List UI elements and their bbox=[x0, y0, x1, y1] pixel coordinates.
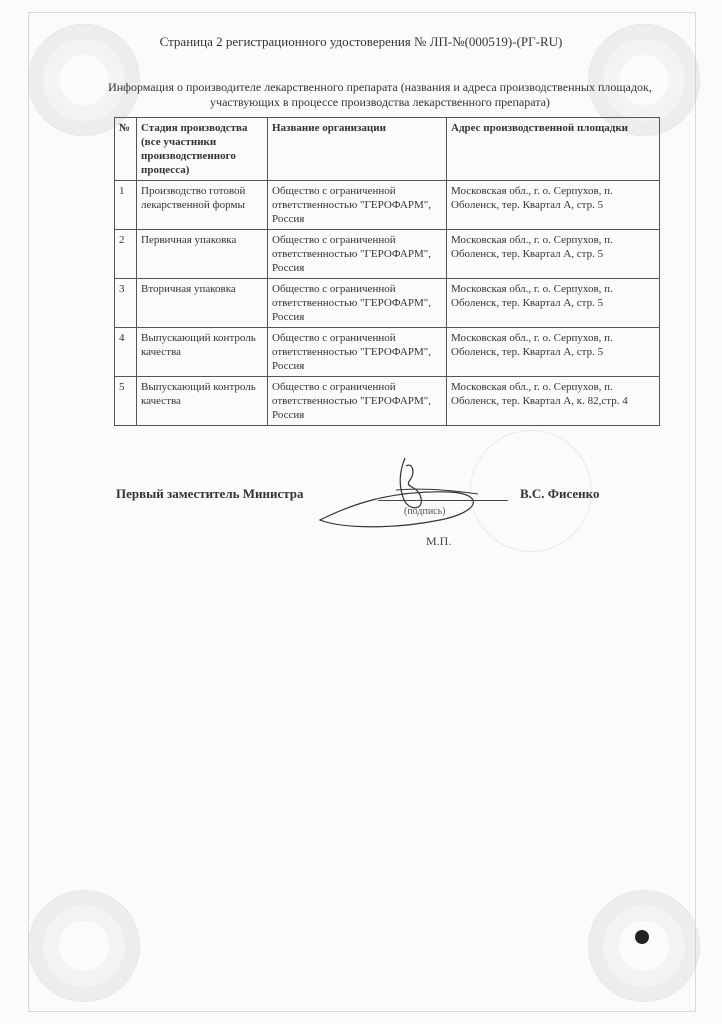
table-header-row bbox=[115, 118, 660, 181]
row-stage: Производство готовой лекарственной формы bbox=[137, 181, 268, 230]
manufacturer-table bbox=[114, 117, 660, 426]
corner-rosette-bottom-right bbox=[588, 890, 700, 1002]
row-stage: Первичная упаковка bbox=[137, 230, 268, 279]
seal-place-label: М.П. bbox=[426, 534, 452, 548]
corner-rosette-bottom-left bbox=[28, 890, 140, 1002]
row-organization: Общество с ограниченной ответственностью "ГЕРОФАРМ", Россия bbox=[268, 279, 447, 328]
signature-block bbox=[116, 486, 616, 556]
table-row bbox=[115, 279, 660, 328]
row-address: Московская обл., г. о. Серпухов, п. Оболенск, тер. Квартал А, стр. 5 bbox=[447, 230, 660, 279]
row-number: 2 bbox=[115, 230, 137, 279]
table-row bbox=[115, 328, 660, 377]
header-number: № bbox=[115, 118, 137, 181]
table-row bbox=[115, 181, 660, 230]
info-caption: Информация о производителе лекарственного препарата (названия и адреса производственных площадок, участвующих в процессе производства лекарственного препарата) bbox=[108, 80, 652, 109]
header-stage: Стадия производства (все участники производственного процесса) bbox=[137, 118, 268, 181]
signature-line bbox=[378, 500, 508, 501]
row-address: Московская обл., г. о. Серпухов, п. Оболенск, тер. Квартал А, стр. 5 bbox=[447, 328, 660, 377]
row-organization: Общество с ограниченной ответственностью "ГЕРОФАРМ", Россия bbox=[268, 377, 447, 426]
row-number: 3 bbox=[115, 279, 137, 328]
signature-caption: (подпись) bbox=[404, 506, 446, 517]
row-stage: Выпускающий контроль качества bbox=[137, 377, 268, 426]
signatory-name: В.С. Фисенко bbox=[520, 486, 600, 501]
row-address: Московская обл., г. о. Серпухов, п. Оболенск, тер. Квартал А, к. 82,стр. 4 bbox=[447, 377, 660, 426]
header-organization: Название организации bbox=[268, 118, 447, 181]
table-row bbox=[115, 377, 660, 426]
row-organization: Общество с ограниченной ответственностью "ГЕРОФАРМ", Россия bbox=[268, 181, 447, 230]
row-number: 5 bbox=[115, 377, 137, 426]
punch-hole-icon bbox=[635, 930, 649, 944]
row-number: 4 bbox=[115, 328, 137, 377]
row-stage: Вторичная упаковка bbox=[137, 279, 268, 328]
row-address: Московская обл., г. о. Серпухов, п. Оболенск, тер. Квартал А, стр. 5 bbox=[447, 279, 660, 328]
page-header: Страница 2 регистрационного удостоверения № ЛП-№(000519)-(РГ-RU) bbox=[159, 34, 563, 49]
row-organization: Общество с ограниченной ответственностью "ГЕРОФАРМ", Россия bbox=[268, 230, 447, 279]
row-stage: Выпускающий контроль качества bbox=[137, 328, 268, 377]
row-organization: Общество с ограниченной ответственностью "ГЕРОФАРМ", Россия bbox=[268, 328, 447, 377]
row-address: Московская обл., г. о. Серпухов, п. Оболенск, тер. Квартал А, стр. 5 bbox=[447, 181, 660, 230]
table-row bbox=[115, 230, 660, 279]
row-number: 1 bbox=[115, 181, 137, 230]
signatory-title: Первый заместитель Министра bbox=[116, 486, 304, 501]
header-address: Адрес производственной площадки bbox=[447, 118, 660, 181]
